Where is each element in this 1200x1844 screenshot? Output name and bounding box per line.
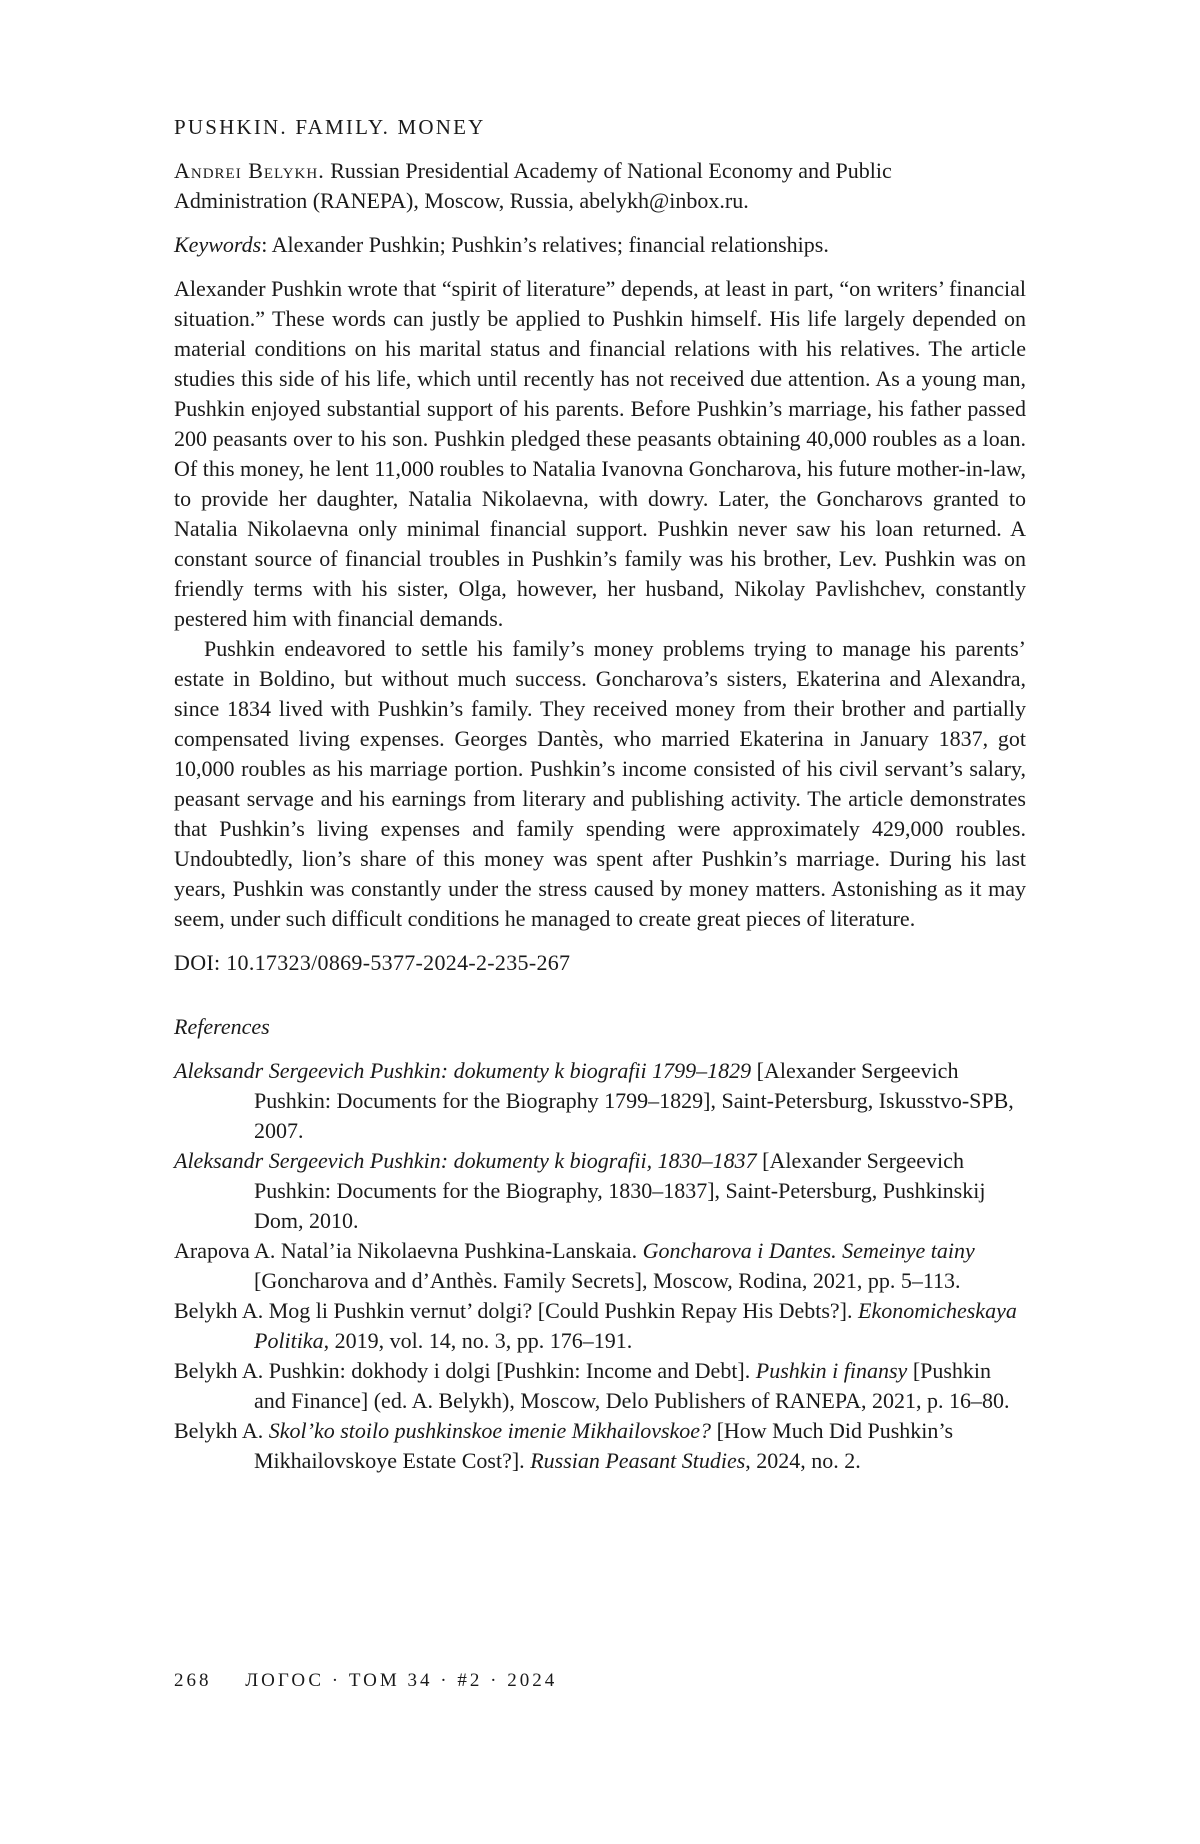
reference-item: [174, 1416, 1026, 1476]
reference-item: [174, 1356, 1026, 1416]
reference-item: [174, 1056, 1026, 1146]
ref-italic-source: Russian Peasant Studies: [530, 1448, 746, 1473]
page-number: 268: [174, 1670, 212, 1691]
ref-italic-title: Goncharova i Dantes. Semeinye tainy: [642, 1238, 975, 1263]
keywords-label: Keywords: [174, 232, 262, 257]
ref-text: , 2019, vol. 14, no. 3, pp. 176–191.: [323, 1328, 633, 1353]
ref-italic-title: Skol’ko stoilo pushkinskoe imenie Mikhailovskoe?: [268, 1418, 712, 1443]
reference-item: [174, 1146, 1026, 1236]
ref-text: [Goncharova and d’Anthès. Family Secrets], Moscow, Rodina, 2021, pp. 5–113.: [254, 1268, 961, 1293]
ref-text: Belykh A. Mog li Pushkin vernut’ dolgi? [Could Pushkin Repay His Debts?].: [174, 1298, 859, 1323]
keywords-text: : Alexander Pushkin; Pushkin’s relatives; financial relationships.: [261, 232, 829, 257]
references-heading: References: [174, 1014, 270, 1039]
references-list: [174, 1056, 1026, 1476]
ref-text: [Pushkin and Finance] (ed. A. Belykh), Moscow, Delo Publishers of RANEPA, 2021, p. 16–80.: [254, 1358, 1010, 1413]
ref-text: Belykh A.: [174, 1418, 269, 1443]
ref-italic-title: Ekonomicheskaya Politika: [254, 1298, 1017, 1353]
page-footer: [174, 1670, 557, 1692]
abstract: [174, 274, 1026, 934]
ref-text: [Alexander Sergeevich Pushkin: Documents for the Biography, 1830–1837], Saint-Petersburg, Pushkinskij Dom, 2010.: [254, 1148, 986, 1233]
page-content: [174, 112, 1026, 1476]
author-affiliation: Russian Presidential Academy of National Economy and Public Administration (RANEPA), Moscow, Russia, abelykh@inbox.ru.: [174, 158, 892, 213]
reference-item: [174, 1236, 1026, 1296]
abstract-paragraph-2: Pushkin endeavored to settle his family’s money problems trying to manage his parents’ estate in Boldino, but without much success. Goncharova’s sisters, Ekaterina and Alexandra, since 1834 lived with Pushkin’s family. They received money from their brother and partially compensated living expenses. Georges Dantès, who married Ekaterina in January 1837, got 10,000 roubles as his marriage portion. Pushkin’s income consisted of his civil servant’s salary, peasant servage and his earnings from literary and publishing activity. The article demonstrates that Pushkin’s living expenses and family spending were approximately 429,000 roubles. Undoubtedly, lion’s share of this money was spent after Pushkin’s marriage. During his last years, Pushkin was constantly under the stress caused by money matters. Astonishing as it may seem, under such difficult conditions he managed to create great pieces of literature.: [174, 636, 1026, 931]
author-name: Andrei Belykh.: [174, 158, 325, 183]
ref-text: [Alexander Sergeevich Pushkin: Documents for the Biography 1799–1829], Saint-Petersburg, Iskusstvo-SPB, 2007.: [254, 1058, 1014, 1143]
abstract-paragraph-1: Alexander Pushkin wrote that “spirit of literature” depends, at least in part, “on writers’ financial situation.” These words can justly be applied to Pushkin himself. His life largely depended on material conditions on his marital status and financial relations with his relatives. The article studies this side of his life, which until recently has not received due attention. As a young man, Pushkin enjoyed substantial support of his parents. Before Pushkin’s marriage, his father passed 200 peasants over to his son. Pushkin pledged these peasants obtaining 40,000 roubles as a loan. Of this money, he lent 11,000 roubles to Natalia Ivanovna Goncharova, his future mother-in-law, to provide her daughter, Natalia Nikolaevna, with dowry. Later, the Goncharovs granted to Natalia Nikolaevna only minimal financial support. Pushkin never saw his loan returned. A constant source of financial troubles in Pushkin’s family was his brother, Lev. Pushkin was on friendly terms with his sister, Olga, however, her husband, Nikolay Pavlishchev, constantly pestered him with financial demands.: [174, 276, 1026, 631]
ref-italic-title: Aleksandr Sergeevich Pushkin: dokumenty k biografii, 1830–1837: [174, 1148, 757, 1173]
doi: DOI: 10.17323/0869-5377-2024-2-235-267: [174, 950, 571, 975]
keywords-line: [174, 230, 1026, 260]
author-line: [174, 156, 1026, 216]
ref-text: Arapova A. Natal’ia Nikolaevna Pushkina-Lanskaia.: [174, 1238, 643, 1263]
ref-text: Belykh A. Pushkin: dokhody i dolgi [Pushkin: Income and Debt].: [174, 1358, 756, 1383]
ref-text: , 2024, no. 2.: [745, 1448, 861, 1473]
journal-running-head: ЛОГОС · ТОМ 34 · #2 · 2024: [245, 1670, 558, 1691]
ref-italic-title: Aleksandr Sergeevich Pushkin: dokumenty k biografii 1799–1829: [174, 1058, 752, 1083]
article-title: PUSHKIN. FAMILY. MONEY: [174, 115, 486, 139]
reference-item: [174, 1296, 1026, 1356]
ref-text: [How Much Did Pushkin’s Mikhailovskoye Estate Cost?].: [254, 1418, 954, 1473]
ref-italic-title: Pushkin i finansy: [755, 1358, 908, 1383]
